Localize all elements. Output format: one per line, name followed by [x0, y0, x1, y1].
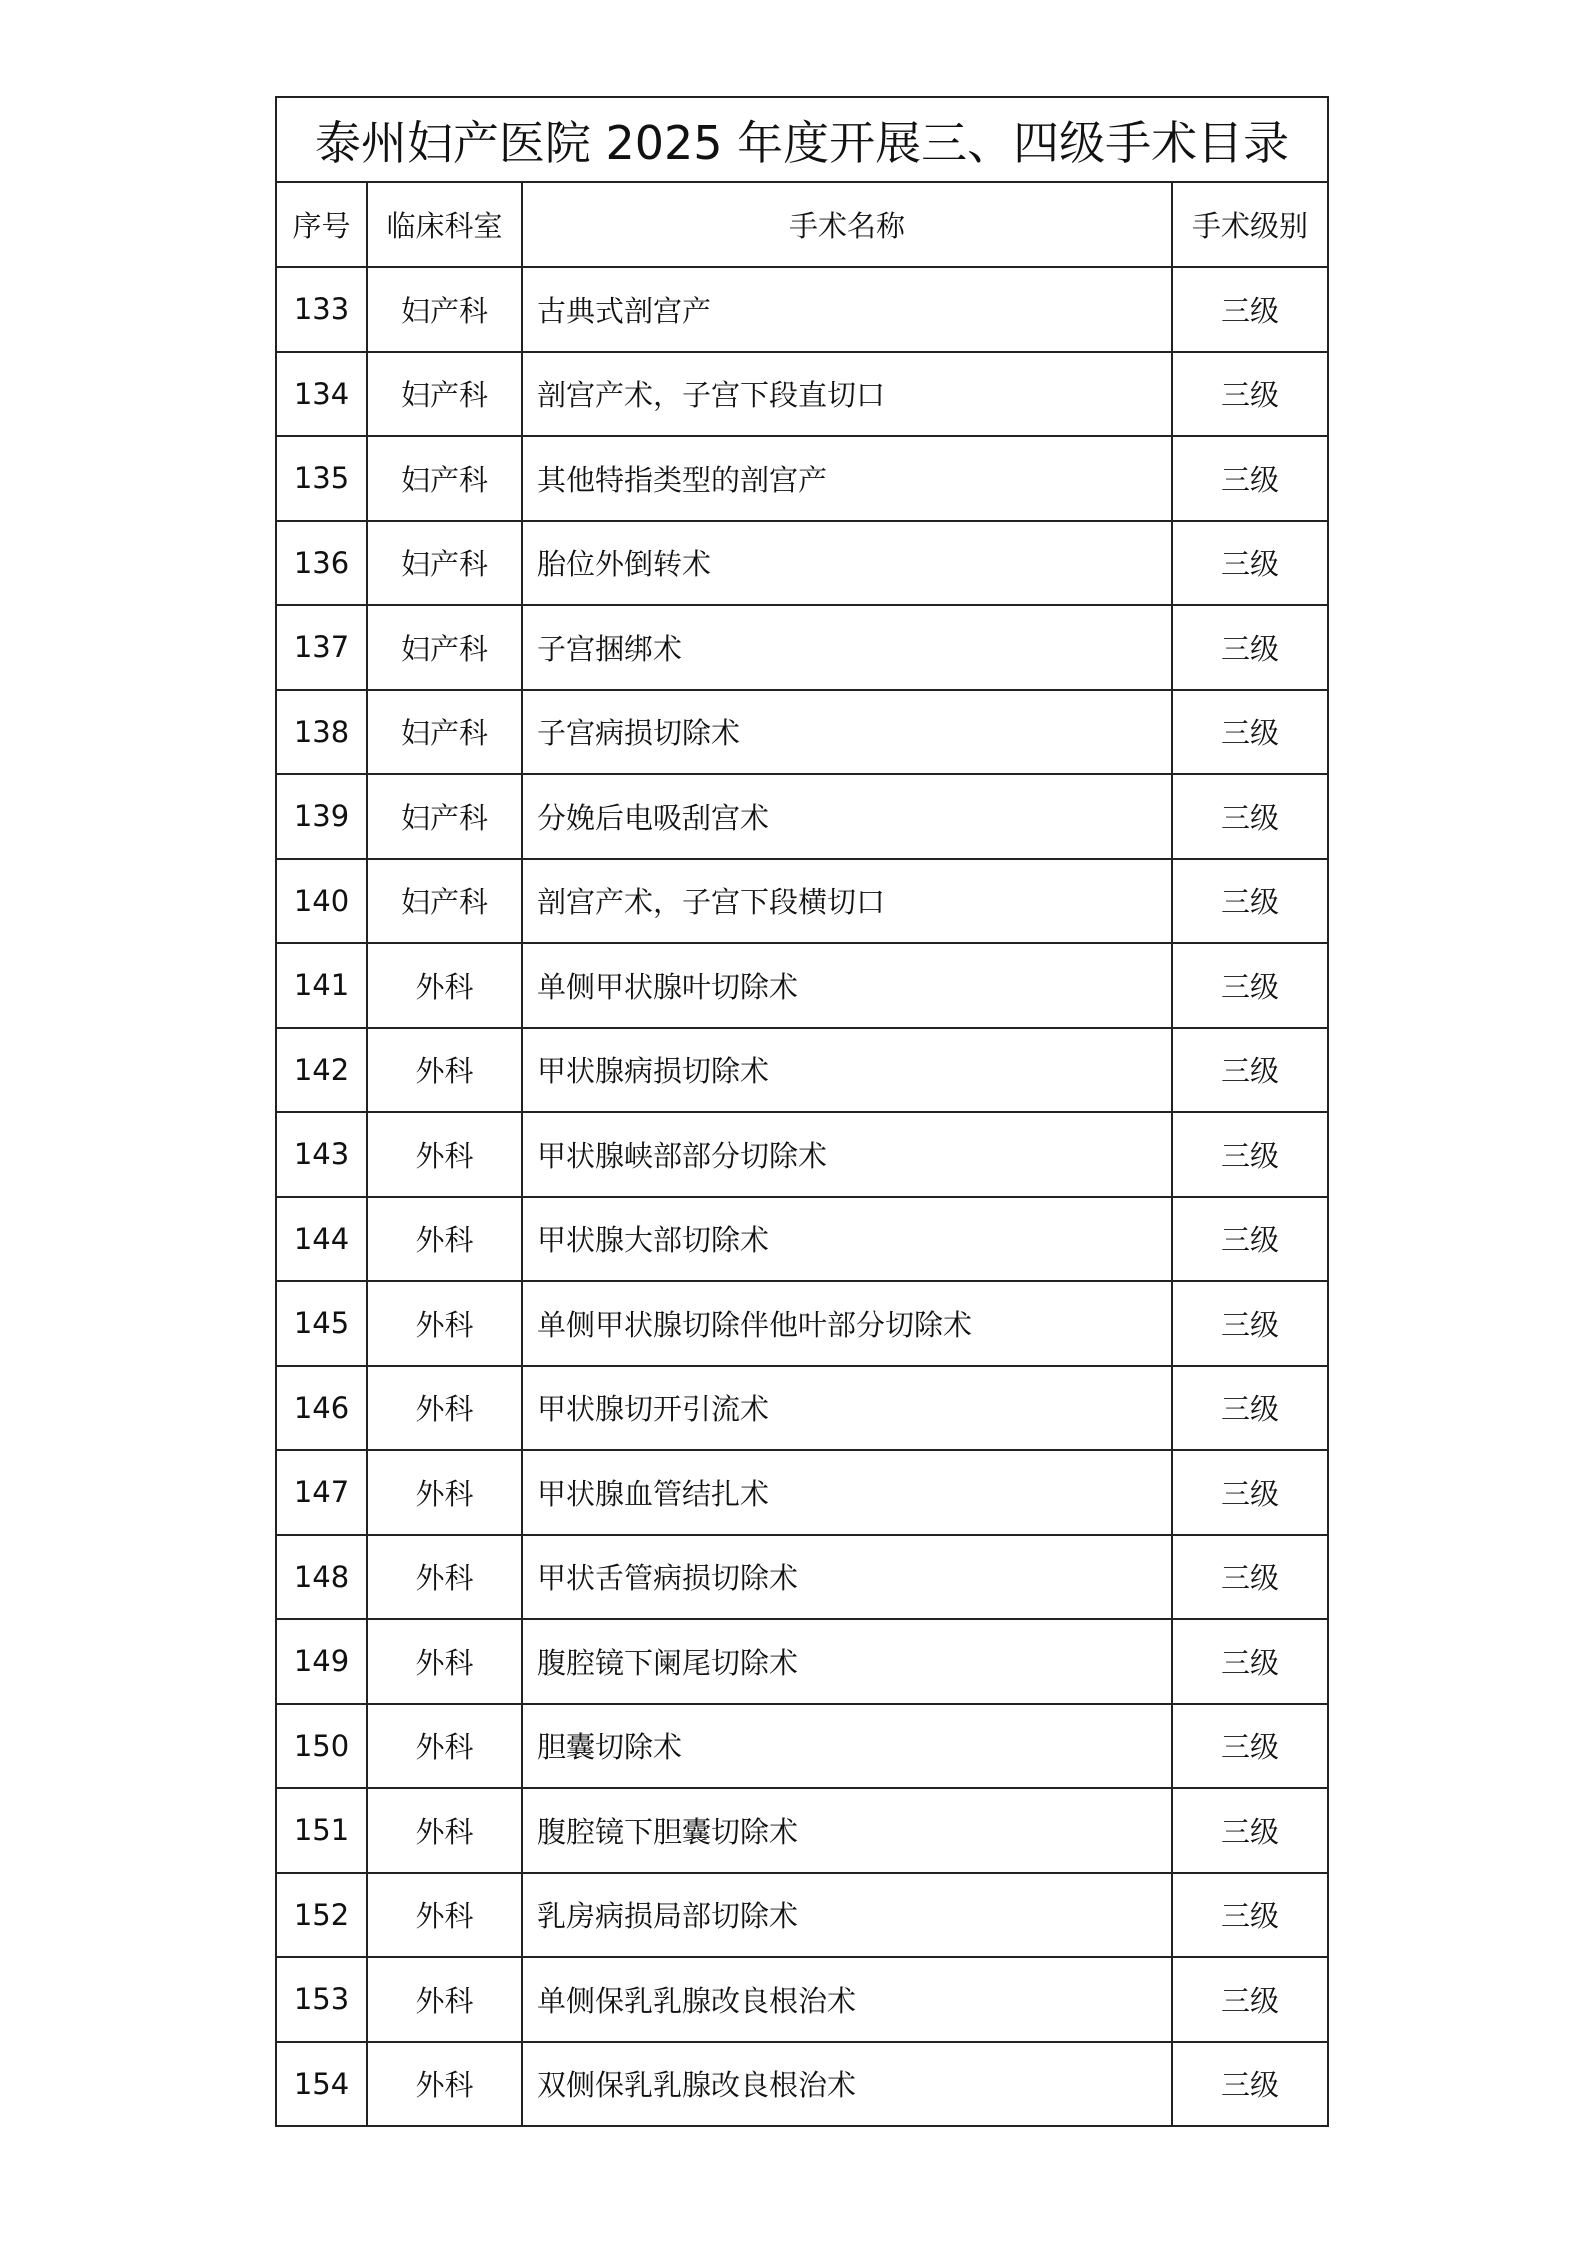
- row-department: 外科: [367, 1112, 522, 1197]
- row-surgery-level: 三级: [1172, 1535, 1328, 1620]
- row-number: 154: [276, 2042, 367, 2127]
- table-row: [276, 943, 1328, 1028]
- table-row: [276, 1450, 1328, 1535]
- table-row: [276, 352, 1328, 437]
- row-surgery-name: 分娩后电吸刮宫术: [522, 774, 1172, 859]
- row-surgery-name: 胎位外倒转术: [522, 521, 1172, 606]
- row-department: 妇产科: [367, 774, 522, 859]
- table-row: [276, 1197, 1328, 1282]
- row-department: 外科: [367, 943, 522, 1028]
- table-row: [276, 1873, 1328, 1958]
- table-row: [276, 690, 1328, 775]
- row-surgery-level: 三级: [1172, 1112, 1328, 1197]
- header-number: 序号: [276, 182, 367, 267]
- row-number: 152: [276, 1873, 367, 1958]
- row-surgery-level: 三级: [1172, 1197, 1328, 1282]
- row-department: 外科: [367, 1957, 522, 2042]
- table-row: [276, 267, 1328, 352]
- row-surgery-level: 三级: [1172, 859, 1328, 944]
- row-department: 妇产科: [367, 690, 522, 775]
- table-row: [276, 1535, 1328, 1620]
- row-department: 妇产科: [367, 859, 522, 944]
- row-department: 妇产科: [367, 605, 522, 690]
- row-surgery-name: 单侧保乳乳腺改良根治术: [522, 1957, 1172, 2042]
- row-surgery-name: 甲状腺大部切除术: [522, 1197, 1172, 1282]
- header-surgery-name: 手术名称: [522, 182, 1172, 267]
- row-department: 外科: [367, 1366, 522, 1451]
- row-surgery-name: 甲状腺病损切除术: [522, 1028, 1172, 1113]
- row-surgery-name: 甲状腺峡部部分切除术: [522, 1112, 1172, 1197]
- row-surgery-name: 甲状腺血管结扎术: [522, 1450, 1172, 1535]
- table-row: [276, 1028, 1328, 1113]
- table-row: [276, 1957, 1328, 2042]
- row-surgery-level: 三级: [1172, 1450, 1328, 1535]
- row-surgery-name: 剖宫产术，子宫下段直切口: [522, 352, 1172, 437]
- row-surgery-name: 甲状舌管病损切除术: [522, 1535, 1172, 1620]
- row-surgery-name: 子宫病损切除术: [522, 690, 1172, 775]
- header-department: 临床科室: [367, 182, 522, 267]
- table-row: [276, 1281, 1328, 1366]
- row-number: 150: [276, 1704, 367, 1789]
- row-surgery-level: 三级: [1172, 774, 1328, 859]
- row-surgery-level: 三级: [1172, 2042, 1328, 2127]
- document-title: 泰州妇产医院 2025 年度开展三、四级手术目录: [276, 97, 1328, 182]
- row-surgery-name: 乳房病损局部切除术: [522, 1873, 1172, 1958]
- table-row: [276, 1366, 1328, 1451]
- row-number: 133: [276, 267, 367, 352]
- row-department: 外科: [367, 1450, 522, 1535]
- row-surgery-name: 子宫捆绑术: [522, 605, 1172, 690]
- row-surgery-level: 三级: [1172, 1957, 1328, 2042]
- row-number: 138: [276, 690, 367, 775]
- row-surgery-name: 腹腔镜下胆囊切除术: [522, 1788, 1172, 1873]
- row-surgery-name: 剖宫产术，子宫下段横切口: [522, 859, 1172, 944]
- row-number: 146: [276, 1366, 367, 1451]
- table-header: [276, 182, 1328, 267]
- row-surgery-level: 三级: [1172, 690, 1328, 775]
- row-department: 妇产科: [367, 267, 522, 352]
- row-surgery-name: 双侧保乳乳腺改良根治术: [522, 2042, 1172, 2127]
- row-department: 外科: [367, 1788, 522, 1873]
- row-surgery-name: 古典式剖宫产: [522, 267, 1172, 352]
- row-surgery-level: 三级: [1172, 1788, 1328, 1873]
- table-row: [276, 774, 1328, 859]
- row-number: 147: [276, 1450, 367, 1535]
- row-surgery-name: 单侧甲状腺叶切除术: [522, 943, 1172, 1028]
- row-department: 妇产科: [367, 436, 522, 521]
- row-number: 135: [276, 436, 367, 521]
- row-number: 148: [276, 1535, 367, 1620]
- table-row: [276, 859, 1328, 944]
- row-surgery-level: 三级: [1172, 1619, 1328, 1704]
- row-number: 144: [276, 1197, 367, 1282]
- row-surgery-name: 甲状腺切开引流术: [522, 1366, 1172, 1451]
- row-department: 妇产科: [367, 521, 522, 606]
- table-row: [276, 521, 1328, 606]
- row-number: 137: [276, 605, 367, 690]
- row-department: 外科: [367, 2042, 522, 2127]
- table-row: [276, 1704, 1328, 1789]
- row-surgery-level: 三级: [1172, 436, 1328, 521]
- surgery-catalog-table: [275, 96, 1329, 2127]
- row-surgery-level: 三级: [1172, 1028, 1328, 1113]
- row-department: 外科: [367, 1704, 522, 1789]
- row-number: 139: [276, 774, 367, 859]
- row-department: 外科: [367, 1535, 522, 1620]
- table-row: [276, 436, 1328, 521]
- table-row: [276, 1112, 1328, 1197]
- row-surgery-level: 三级: [1172, 1873, 1328, 1958]
- row-number: 140: [276, 859, 367, 944]
- row-department: 外科: [367, 1619, 522, 1704]
- row-number: 151: [276, 1788, 367, 1873]
- row-department: 外科: [367, 1197, 522, 1282]
- row-department: 外科: [367, 1281, 522, 1366]
- row-surgery-level: 三级: [1172, 267, 1328, 352]
- table-row: [276, 1788, 1328, 1873]
- row-surgery-name: 其他特指类型的剖宫产: [522, 436, 1172, 521]
- row-department: 外科: [367, 1873, 522, 1958]
- header-surgery-level: 手术级别: [1172, 182, 1328, 267]
- row-surgery-level: 三级: [1172, 521, 1328, 606]
- row-department: 外科: [367, 1028, 522, 1113]
- row-surgery-level: 三级: [1172, 943, 1328, 1028]
- row-number: 143: [276, 1112, 367, 1197]
- row-surgery-name: 胆囊切除术: [522, 1704, 1172, 1789]
- row-number: 134: [276, 352, 367, 437]
- row-surgery-level: 三级: [1172, 1281, 1328, 1366]
- row-surgery-level: 三级: [1172, 1704, 1328, 1789]
- row-number: 145: [276, 1281, 367, 1366]
- table-row: [276, 1619, 1328, 1704]
- row-surgery-name: 单侧甲状腺切除伴他叶部分切除术: [522, 1281, 1172, 1366]
- table-row: [276, 2042, 1328, 2127]
- table-row: [276, 605, 1328, 690]
- row-surgery-name: 腹腔镜下阑尾切除术: [522, 1619, 1172, 1704]
- row-number: 142: [276, 1028, 367, 1113]
- row-surgery-level: 三级: [1172, 605, 1328, 690]
- row-number: 136: [276, 521, 367, 606]
- row-number: 153: [276, 1957, 367, 2042]
- row-number: 149: [276, 1619, 367, 1704]
- row-surgery-level: 三级: [1172, 1366, 1328, 1451]
- row-department: 妇产科: [367, 352, 522, 437]
- row-surgery-level: 三级: [1172, 352, 1328, 437]
- row-number: 141: [276, 943, 367, 1028]
